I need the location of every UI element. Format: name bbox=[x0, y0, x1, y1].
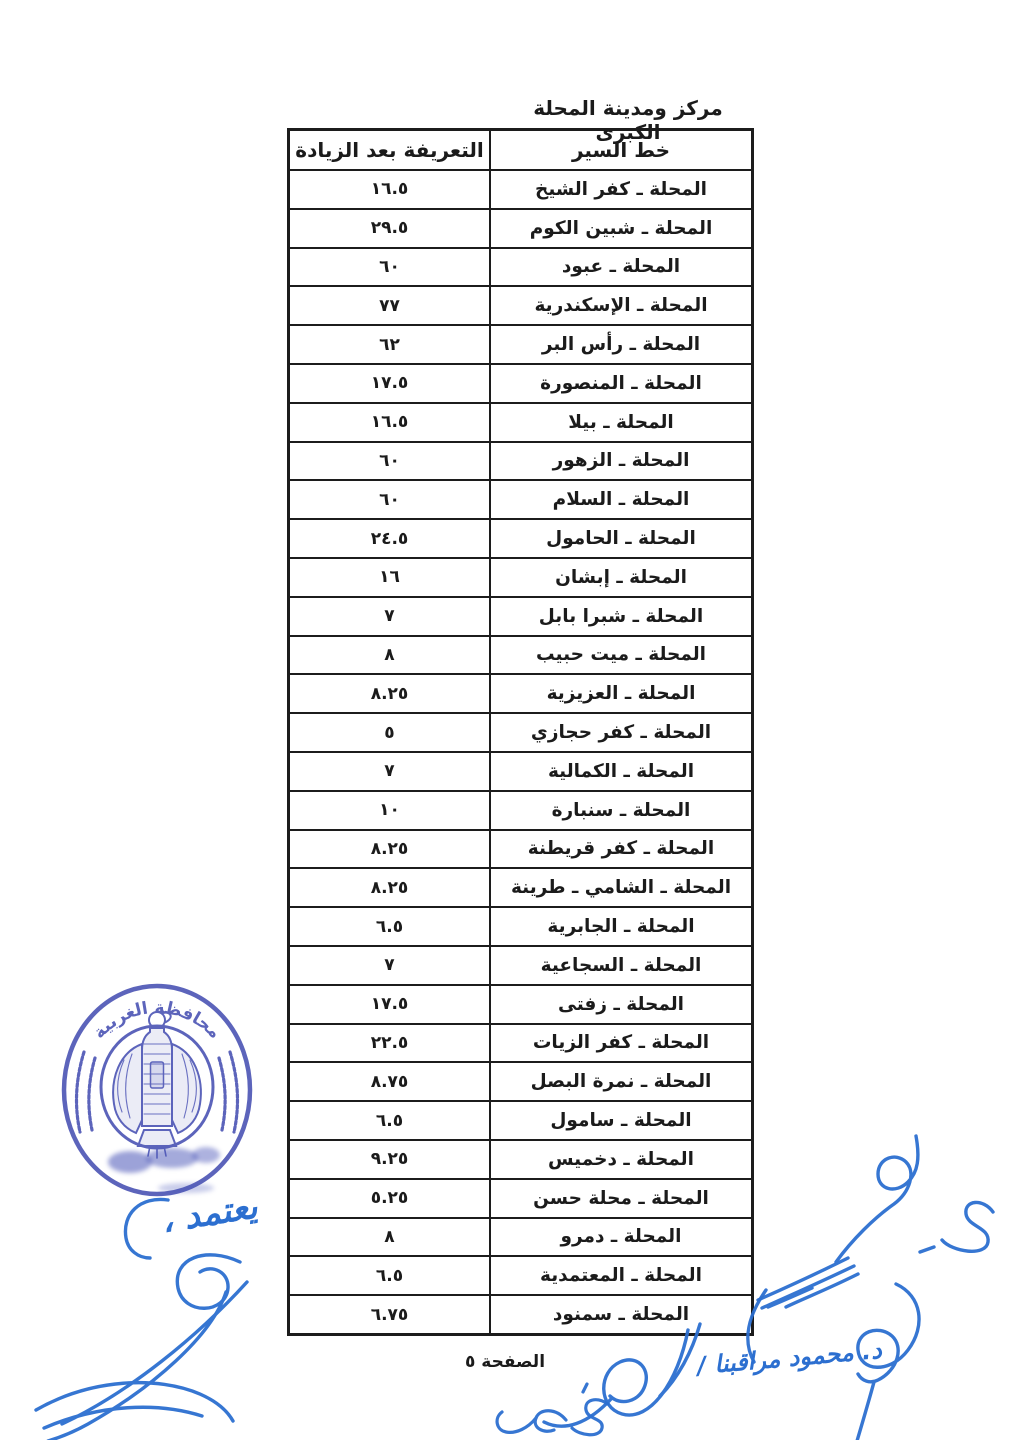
tariff-cell: ٨ bbox=[289, 1218, 491, 1257]
table-row bbox=[289, 1062, 753, 1101]
route-cell: المحلة ـ زفتى bbox=[490, 985, 753, 1024]
tariff-table-head bbox=[289, 130, 753, 171]
tariff-cell: ٢٤.٥ bbox=[289, 519, 491, 558]
table-row bbox=[289, 674, 753, 713]
tariff-cell: ١٧.٥ bbox=[289, 364, 491, 403]
stamp-arc-text: محافظة الغربية bbox=[89, 997, 225, 1043]
route-cell: المحلة ـ الكمالية bbox=[490, 752, 753, 791]
route-cell: المحلة ـ رأس البر bbox=[490, 325, 753, 364]
route-cell: المحلة ـ الشامي ـ طرينة bbox=[490, 868, 753, 907]
table-row bbox=[289, 480, 753, 519]
tariff-cell: ٦.٧٥ bbox=[289, 1295, 491, 1334]
table-row bbox=[289, 519, 753, 558]
tariff-cell: ٥ bbox=[289, 713, 491, 752]
table-row bbox=[289, 558, 753, 597]
table-row bbox=[289, 752, 753, 791]
route-cell: المحلة ـ الزهور bbox=[490, 442, 753, 481]
table-row bbox=[289, 791, 753, 830]
tariff-cell: ٦٠ bbox=[289, 248, 491, 287]
tariff-cell: ٧٧ bbox=[289, 286, 491, 325]
tariff-cell: ٧ bbox=[289, 597, 491, 636]
tariff-cell: ١٧.٥ bbox=[289, 985, 491, 1024]
stamp-ornament-right-icon bbox=[219, 1052, 237, 1132]
official-stamp bbox=[64, 986, 250, 1194]
route-cell: المحلة ـ العزيزية bbox=[490, 674, 753, 713]
route-cell: المحلة ـ كفر حجازي bbox=[490, 713, 753, 752]
tariff-cell: ٨.٢٥ bbox=[289, 868, 491, 907]
route-cell: المحلة ـ ميت حبيب bbox=[490, 636, 753, 675]
tariff-cell: ٦.٥ bbox=[289, 1101, 491, 1140]
table-row bbox=[289, 209, 753, 248]
route-cell: المحلة ـ دمرو bbox=[490, 1218, 753, 1257]
tariff-cell: ٥.٢٥ bbox=[289, 1179, 491, 1218]
table-row bbox=[289, 325, 753, 364]
tariff-cell: ٦٠ bbox=[289, 480, 491, 519]
stamp-ornament-left-icon bbox=[77, 1052, 95, 1132]
signature-right bbox=[758, 1136, 993, 1440]
route-cell: المحلة ـ شبرا بابل bbox=[490, 597, 753, 636]
tariff-cell: ٢٩.٥ bbox=[289, 209, 491, 248]
table-row bbox=[289, 170, 753, 209]
route-cell: المحلة ـ الإسكندرية bbox=[490, 286, 753, 325]
handwritten-approval-text: يعتمد ، bbox=[158, 1186, 261, 1242]
route-cell: المحلة ـ دخميس bbox=[490, 1140, 753, 1179]
table-row bbox=[289, 1179, 753, 1218]
route-cell: المحلة ـ كفر قريطنة bbox=[490, 830, 753, 869]
route-cell: المحلة ـ السجاعية bbox=[490, 946, 753, 985]
table-row bbox=[289, 1024, 753, 1063]
header-tariff: التعريفة بعد الزيادة bbox=[289, 130, 491, 171]
table-row bbox=[289, 403, 753, 442]
table-row bbox=[289, 985, 753, 1024]
tariff-table bbox=[287, 128, 754, 1336]
handwritten-bottom-note: د. محمود مراقبنا / bbox=[696, 1335, 883, 1380]
table-row bbox=[289, 636, 753, 675]
tariff-cell: ٧ bbox=[289, 752, 491, 791]
handwritten-word-mark bbox=[497, 1384, 608, 1440]
page-number: الصفحة ٥ bbox=[464, 1352, 546, 1372]
table-row bbox=[289, 597, 753, 636]
tariff-cell: ٧ bbox=[289, 946, 491, 985]
header-route: خط السير bbox=[490, 130, 753, 171]
tariff-cell: ٨ bbox=[289, 636, 491, 675]
stamp-smudge bbox=[108, 1147, 220, 1193]
route-cell: المحلة ـ السلام bbox=[490, 480, 753, 519]
route-cell: المحلة ـ عبود bbox=[490, 248, 753, 287]
table-row bbox=[289, 1101, 753, 1140]
route-cell: المحلة ـ المنصورة bbox=[490, 364, 753, 403]
route-cell: المحلة ـ الحامول bbox=[490, 519, 753, 558]
route-cell: المحلة ـ المعتمدية bbox=[490, 1256, 753, 1295]
route-cell: المحلة ـ سامول bbox=[490, 1101, 753, 1140]
eagle-icon bbox=[113, 1012, 201, 1158]
route-cell: المحلة ـ كفر الزيات bbox=[490, 1024, 753, 1063]
route-cell: المحلة ـ شبين الكوم bbox=[490, 209, 753, 248]
table-row bbox=[289, 907, 753, 946]
tariff-cell: ٦٢ bbox=[289, 325, 491, 364]
tariff-cell: ٦.٥ bbox=[289, 1256, 491, 1295]
tariff-cell: ٦.٥ bbox=[289, 907, 491, 946]
table-row bbox=[289, 1218, 753, 1257]
tariff-cell: ٢٢.٥ bbox=[289, 1024, 491, 1063]
route-cell: المحلة ـ نمرة البصل bbox=[490, 1062, 753, 1101]
document-title: مركز ومدينة المحلة الكبرى bbox=[533, 96, 723, 144]
route-cell: المحلة ـ الجابرية bbox=[490, 907, 753, 946]
table-row bbox=[289, 1295, 753, 1334]
tariff-cell: ١٦.٥ bbox=[289, 170, 491, 209]
tariff-table-body bbox=[289, 170, 753, 1334]
table-row bbox=[289, 868, 753, 907]
tariff-cell: ١٦ bbox=[289, 558, 491, 597]
table-row bbox=[289, 442, 753, 481]
route-cell: المحلة ـ سمنود bbox=[490, 1295, 753, 1334]
header-row bbox=[289, 130, 753, 171]
stamp-outer-ring bbox=[64, 986, 250, 1194]
table-row bbox=[289, 364, 753, 403]
route-cell: المحلة ـ بيلا bbox=[490, 403, 753, 442]
tariff-cell: ٨.٢٥ bbox=[289, 674, 491, 713]
stamp-inner-ring bbox=[101, 1026, 213, 1148]
table-row bbox=[289, 946, 753, 985]
tariff-cell: ١٠ bbox=[289, 791, 491, 830]
route-cell: المحلة ـ كفر الشيخ bbox=[490, 170, 753, 209]
tariff-cell: ٨.٧٥ bbox=[289, 1062, 491, 1101]
table-row bbox=[289, 1140, 753, 1179]
table-row bbox=[289, 286, 753, 325]
route-cell: المحلة ـ محلة حسن bbox=[490, 1179, 753, 1218]
route-cell: المحلة ـ سنبارة bbox=[490, 791, 753, 830]
table-row bbox=[289, 1256, 753, 1295]
stamp-arc-text-holder bbox=[89, 998, 224, 1043]
route-cell: المحلة ـ إبشان bbox=[490, 558, 753, 597]
table-row bbox=[289, 830, 753, 869]
table-row bbox=[289, 248, 753, 287]
tariff-cell: ٨.٢٥ bbox=[289, 830, 491, 869]
tariff-cell: ٩.٢٥ bbox=[289, 1140, 491, 1179]
tariff-cell: ٦٠ bbox=[289, 442, 491, 481]
tariff-cell: ١٦.٥ bbox=[289, 403, 491, 442]
table-row bbox=[289, 713, 753, 752]
